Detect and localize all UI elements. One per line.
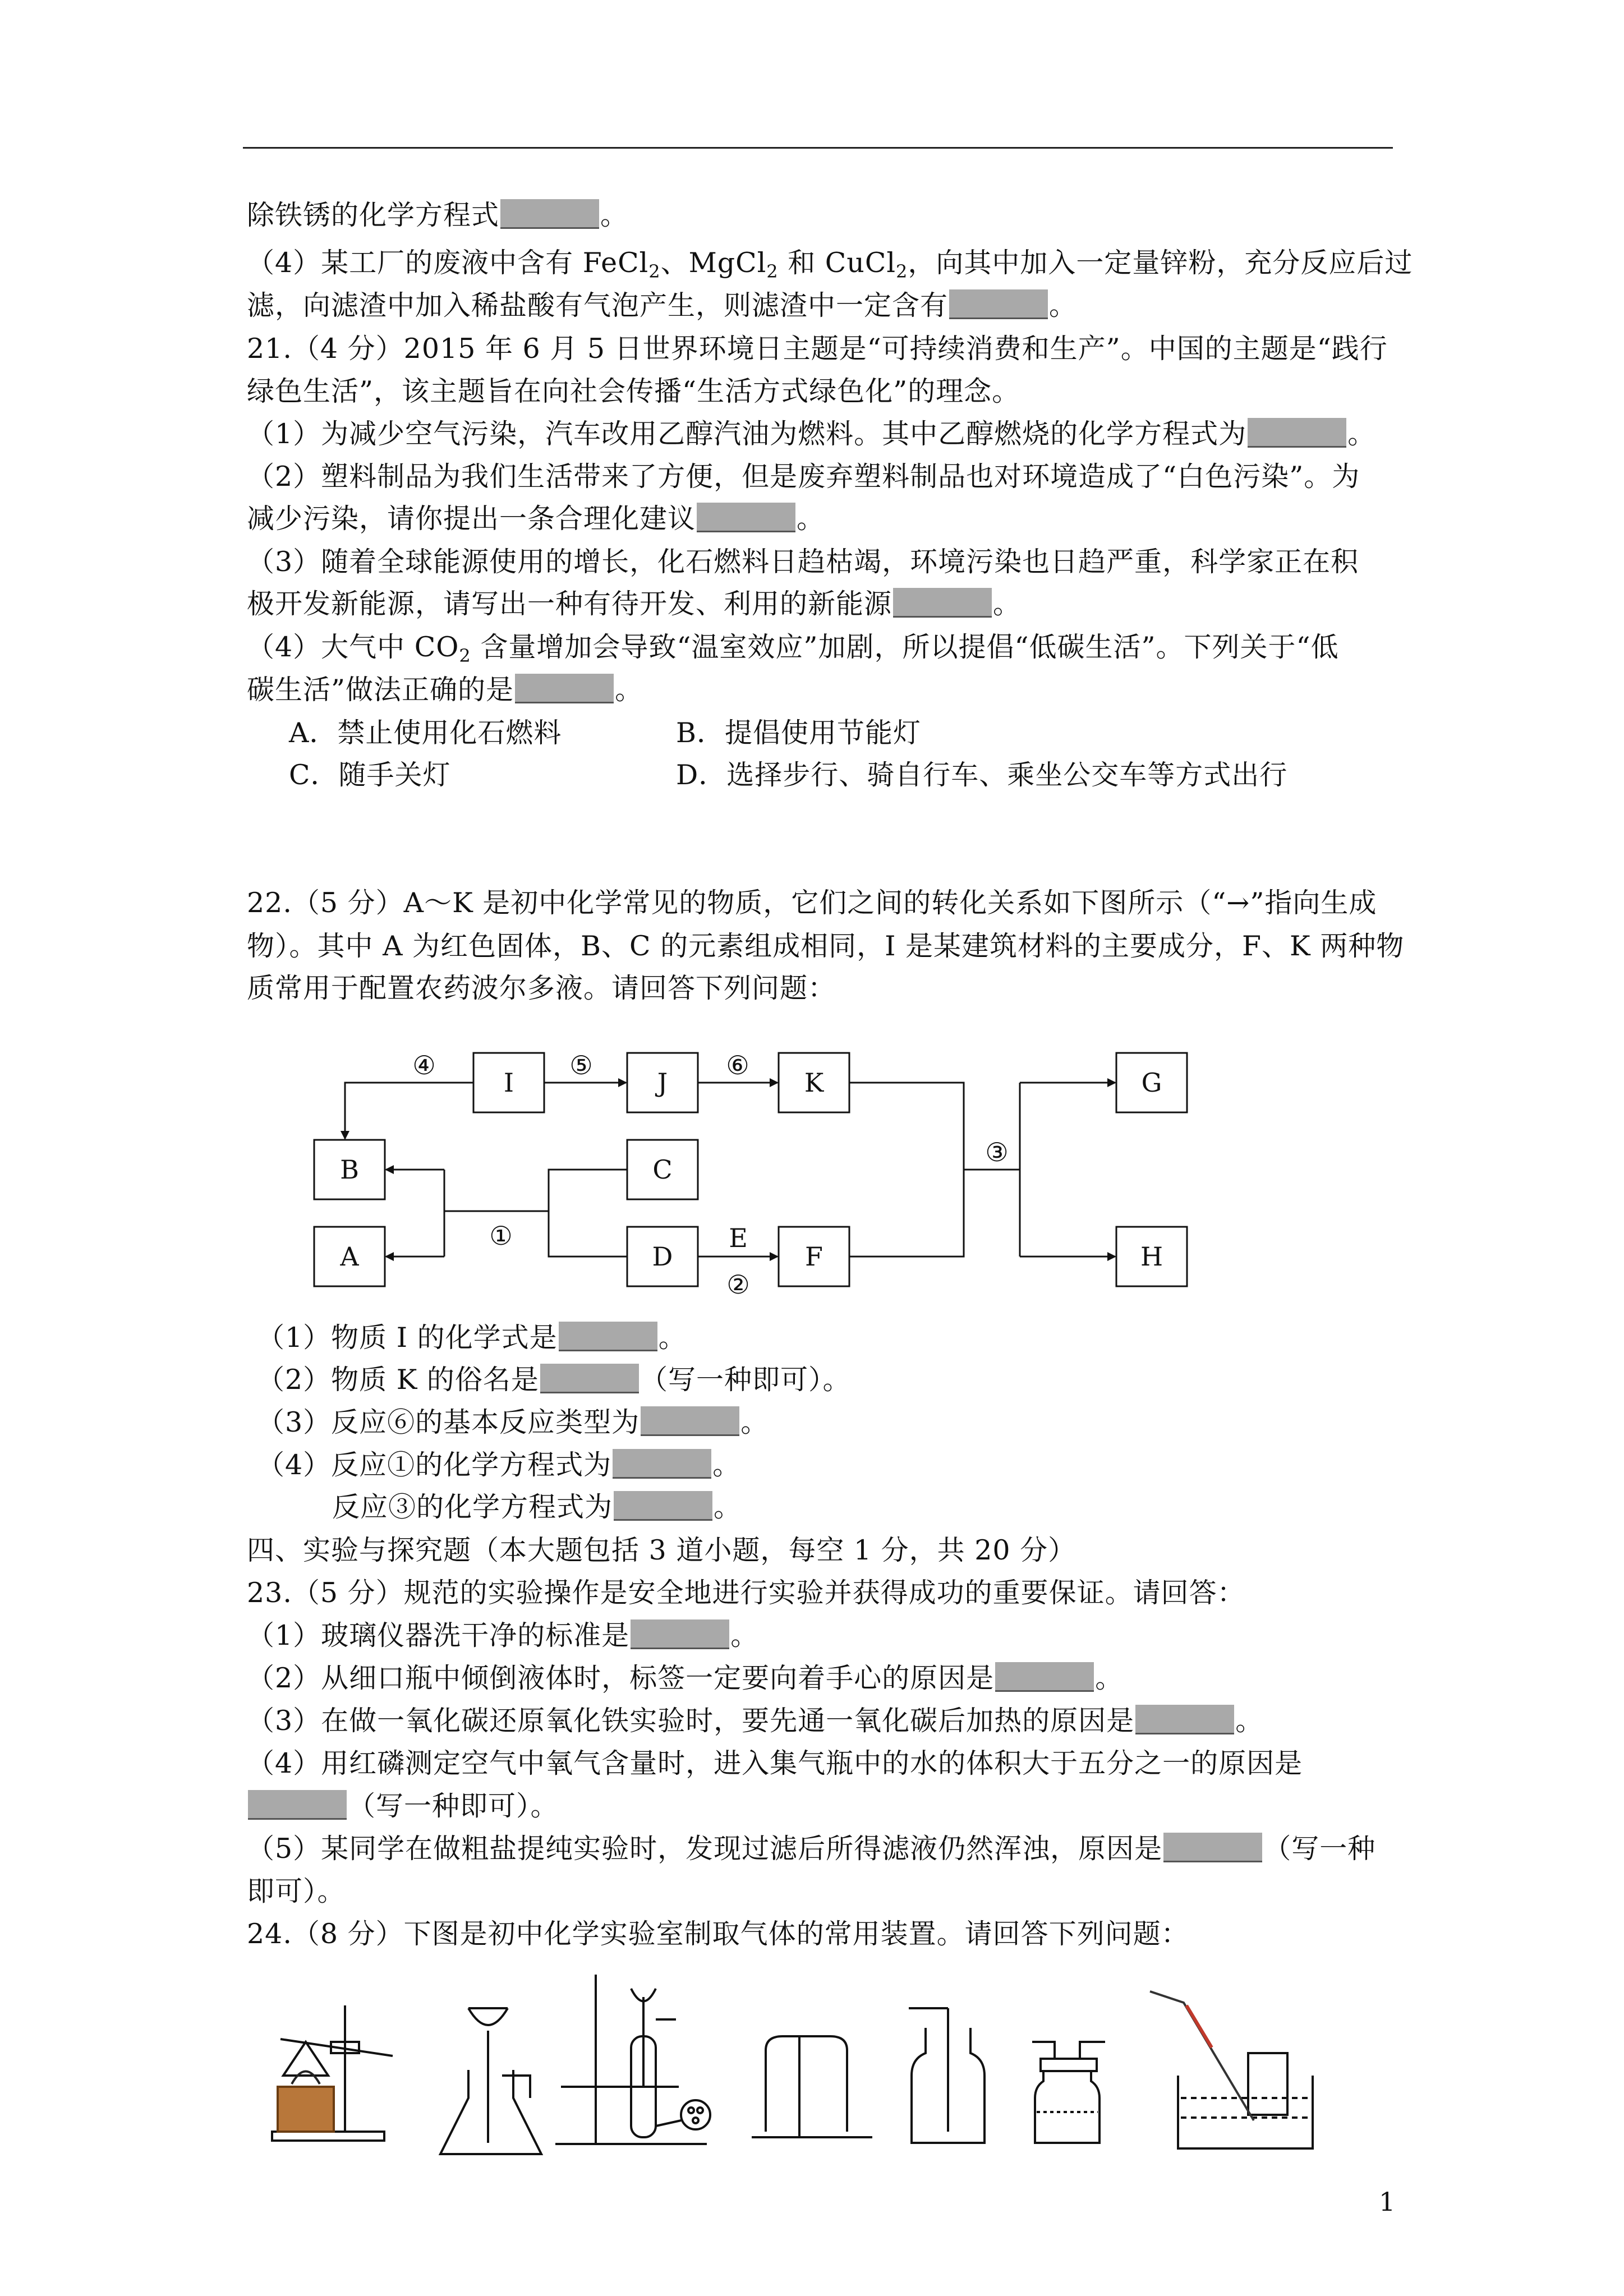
reaction-label-2: ② [726,1269,750,1300]
gas-collection-bottle-icon [752,2036,872,2137]
line-text: 含量增加会导致“温室效应”加剧，所以提倡“低碳生活”。下列关于“低 [471,631,1339,663]
line-text: 反应③的化学方程式为 [332,1491,613,1523]
line-text: （1）为减少空气污染，汽车改用乙醇汽油为燃料。其中乙醇燃烧的化学方程式为 [247,418,1247,450]
line-text: （4）大气中 CO [247,631,459,663]
line-text: 。 [1235,1705,1264,1737]
line-text: 极开发新能源，请写出一种有待开发、利用的新能源 [247,588,892,620]
text-line: （2）塑料制品为我们生活带来了方便，但是废弃塑料制品也对环境造成了“白色污染”。为 [247,461,1360,493]
line-text: 除铁锈的化学方程式 [247,199,500,231]
stand-test-tube-icon [555,1975,710,2144]
line-text: 。 [1049,289,1078,321]
line-text: （1）玻璃仪器洗干净的标准是 [247,1619,630,1651]
line-text: 和 CuCl [778,247,896,279]
line-text: 。 [712,1449,741,1481]
node-label-c: C [652,1154,673,1185]
option-c: C．随手关灯 [289,759,451,791]
line-text: ，向其中加入一定量锌粉，充分反应后过 [908,247,1413,279]
question-22-header: 22.（5 分）A～K 是初中化学常见的物质，它们之间的转化关系如下图所示（“→”指向生成 [247,887,1377,919]
reaction-label-1: ① [489,1221,513,1251]
line-text: （写一种即可）。 [348,1790,559,1822]
question-24-header: 24.（8 分）下图是初中化学实验室制取气体的常用装置。请回答下列问题： [247,1918,1189,1950]
line-text: （写一种 [1263,1833,1376,1865]
upright-bottle-icon [909,2008,984,2143]
subscript: 2 [648,261,661,282]
reaction-label-5: ⑤ [569,1050,593,1080]
line-text: （1）物质 I 的化学式是 [257,1322,558,1354]
subscript: 2 [896,261,908,282]
reaction-label-6: ⑥ [726,1050,749,1080]
page-number: 1 [1379,2187,1396,2217]
option-a: A．禁止使用化石燃料 [289,717,562,749]
node-label-g: G [1141,1068,1162,1098]
line-text: 。 [740,1406,769,1438]
line-text: 。 [993,588,1022,620]
line-text: （5）某同学在做粗盐提纯实验时，发现过滤后所得滤液仍然浑浊，原因是 [247,1833,1163,1865]
line-text: 。 [797,503,825,535]
text-line: 即可）。 [247,1875,346,1907]
line-text: 。 [615,674,643,706]
option-d: D．选择步行、骑自行车、乘坐公交车等方式出行 [676,759,1288,791]
line-text: 。 [714,1491,742,1523]
line-text: 碳生活”做法正确的是 [247,674,514,706]
question-21-header: 21.（4 分）2015 年 6 月 5 日世界环境日主题是“可持续消费和生产”。中国的主题是“践行 [247,333,1388,365]
question-23-header: 23.（5 分）规范的实验操作是安全地进行实验并获得成功的重要保证。请回答： [247,1577,1245,1609]
reaction-label-3: ③ [985,1137,1009,1167]
water-trough-icon [1150,1991,1313,2148]
line-text: （3）在做一氧化碳还原氧化铁实验时，要先通一氧化碳后加热的原因是 [247,1705,1135,1737]
line-text: 。 [730,1619,759,1651]
text-line: （4）用红磷测定空气中氧气含量时，进入集气瓶中的水的体积大于五分之一的原因是 [247,1747,1303,1779]
reaction-label-4: ④ [412,1050,436,1080]
line-text: 、MgCl [660,247,767,279]
node-label-b: B [340,1154,359,1185]
text-line: （3）随着全球能源使用的增长，化石燃料日趋枯竭，环境污染也日趋严重，科学家正在积 [247,546,1359,578]
line-text: （2）从细口瓶中倾倒液体时，标签一定要向着手心的原因是 [247,1662,995,1694]
wash-bottle-icon [1032,2042,1105,2143]
line-text: 。 [658,1322,687,1354]
reagent-label-e: E [729,1223,748,1253]
heating-apparatus-icon [272,2005,393,2141]
line-text: 减少污染，请你提出一条合理化建议 [247,503,696,535]
line-text: （4）反应①的化学方程式为 [257,1449,612,1481]
node-label-k: K [804,1068,824,1098]
line-text: （4）某工厂的废液中含有 FeCl [247,247,649,279]
subscript: 2 [766,261,779,282]
text-line: 质常用于配置农药波尔多液。请回答下列问题： [247,972,836,1004]
node-label-h: H [1140,1241,1163,1272]
node-label-d: D [652,1241,673,1272]
node-label-f: F [805,1241,823,1272]
node-label-j: J [657,1068,668,1098]
line-text: （2）物质 K 的俗名是 [257,1364,539,1396]
line-text: 。 [1095,1662,1124,1694]
node-label-i: I [503,1068,514,1098]
line-text: 滤，向滤渣中加入稀盐酸有气泡产生，则滤渣中一定含有 [247,289,949,321]
text-line: 绿色生活”，该主题旨在向社会传播“生活方式绿色化”的理念。 [247,375,1020,407]
conical-flask-icon [440,2008,541,2154]
line-text: 。 [1347,418,1376,450]
section-heading: 四、实验与探究题（本大题包括 3 道小题，每空 1 分，共 20 分） [247,1534,1076,1566]
text-line: 物）。其中 A 为红色固体，B、C 的元素组成相同，I 是某建筑材料的主要成分，F、K 两种物 [247,930,1405,962]
node-label-a: A [340,1241,359,1272]
option-b: B．提倡使用节能灯 [676,717,922,749]
line-text: （3）反应⑥的基本反应类型为 [257,1406,640,1438]
line-text: 。 [600,199,629,231]
subscript: 2 [459,645,471,666]
line-text: （写一种即可）。 [640,1364,851,1396]
